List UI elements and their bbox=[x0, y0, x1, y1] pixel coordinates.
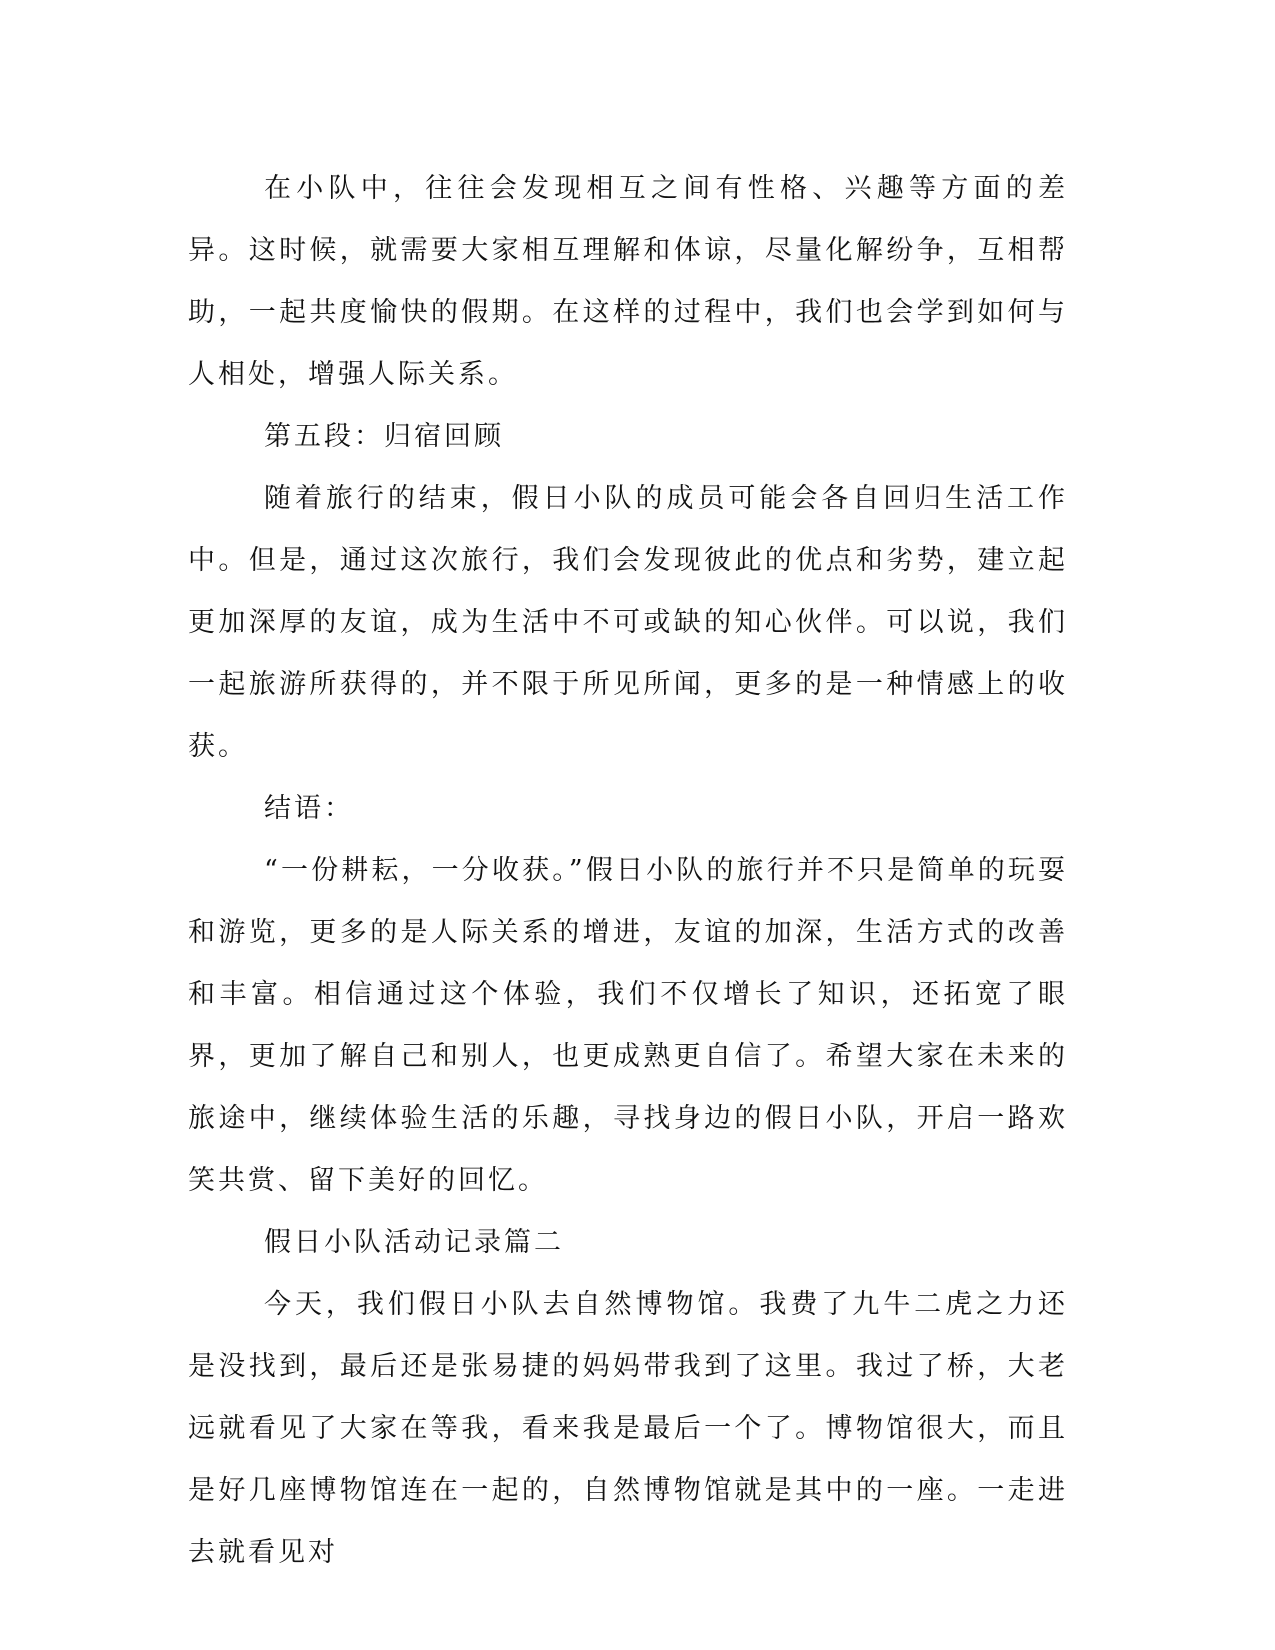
document-body bbox=[188, 158, 1068, 1584]
paragraph-museum-visit: 今天，我们假日小队去自然博物馆。我费了九牛二虎之力还是没找到，最后还是张易捷的妈妈带我到了这里。我过了桥，大老远就看见了大家在等我，看来我是最后一个了。博物馆很大，而且是好几座博物馆连在一起的，自然博物馆就是其中的一座。一走进去就看见对 bbox=[188, 1289, 1068, 1568]
section-heading-conclusion: 结语： bbox=[264, 793, 354, 824]
section-heading-return-review: 第五段：归宿回顾 bbox=[264, 421, 504, 452]
paragraph-interpersonal: 在小队中，往往会发现相互之间有性格、兴趣等方面的差异。这时候，就需要大家相互理解和体谅，尽量化解纷争，互相帮助，一起共度愉快的假期。在这样的过程中，我们也会学到如何与人相处，增强人际关系。 bbox=[188, 173, 1068, 390]
article-title-part-two: 假日小队活动记录篇二 bbox=[264, 1227, 564, 1258]
paragraph-conclusion: “一份耕耘，一分收获。”假日小队的旅行并不只是简单的玩耍和游览，更多的是人际关系的增进，友谊的加深，生活方式的改善和丰富。相信通过这个体验，我们不仅增长了知识，还拓宽了眼界，更加了解自己和别人，也更成熟更自信了。希望大家在未来的旅途中，继续体验生活的乐趣，寻找身边的假日小队，开启一路欢笑共赏、留下美好的回忆。 bbox=[188, 855, 1068, 1196]
paragraph-return-review: 随着旅行的结束，假日小队的成员可能会各自回归生活工作中。但是，通过这次旅行，我们会发现彼此的优点和劣势，建立起更加深厚的友谊，成为生活中不可或缺的知心伙伴。可以说，我们一起旅游所获得的，并不限于所见所闻，更多的是一种情感上的收获。 bbox=[188, 483, 1068, 762]
